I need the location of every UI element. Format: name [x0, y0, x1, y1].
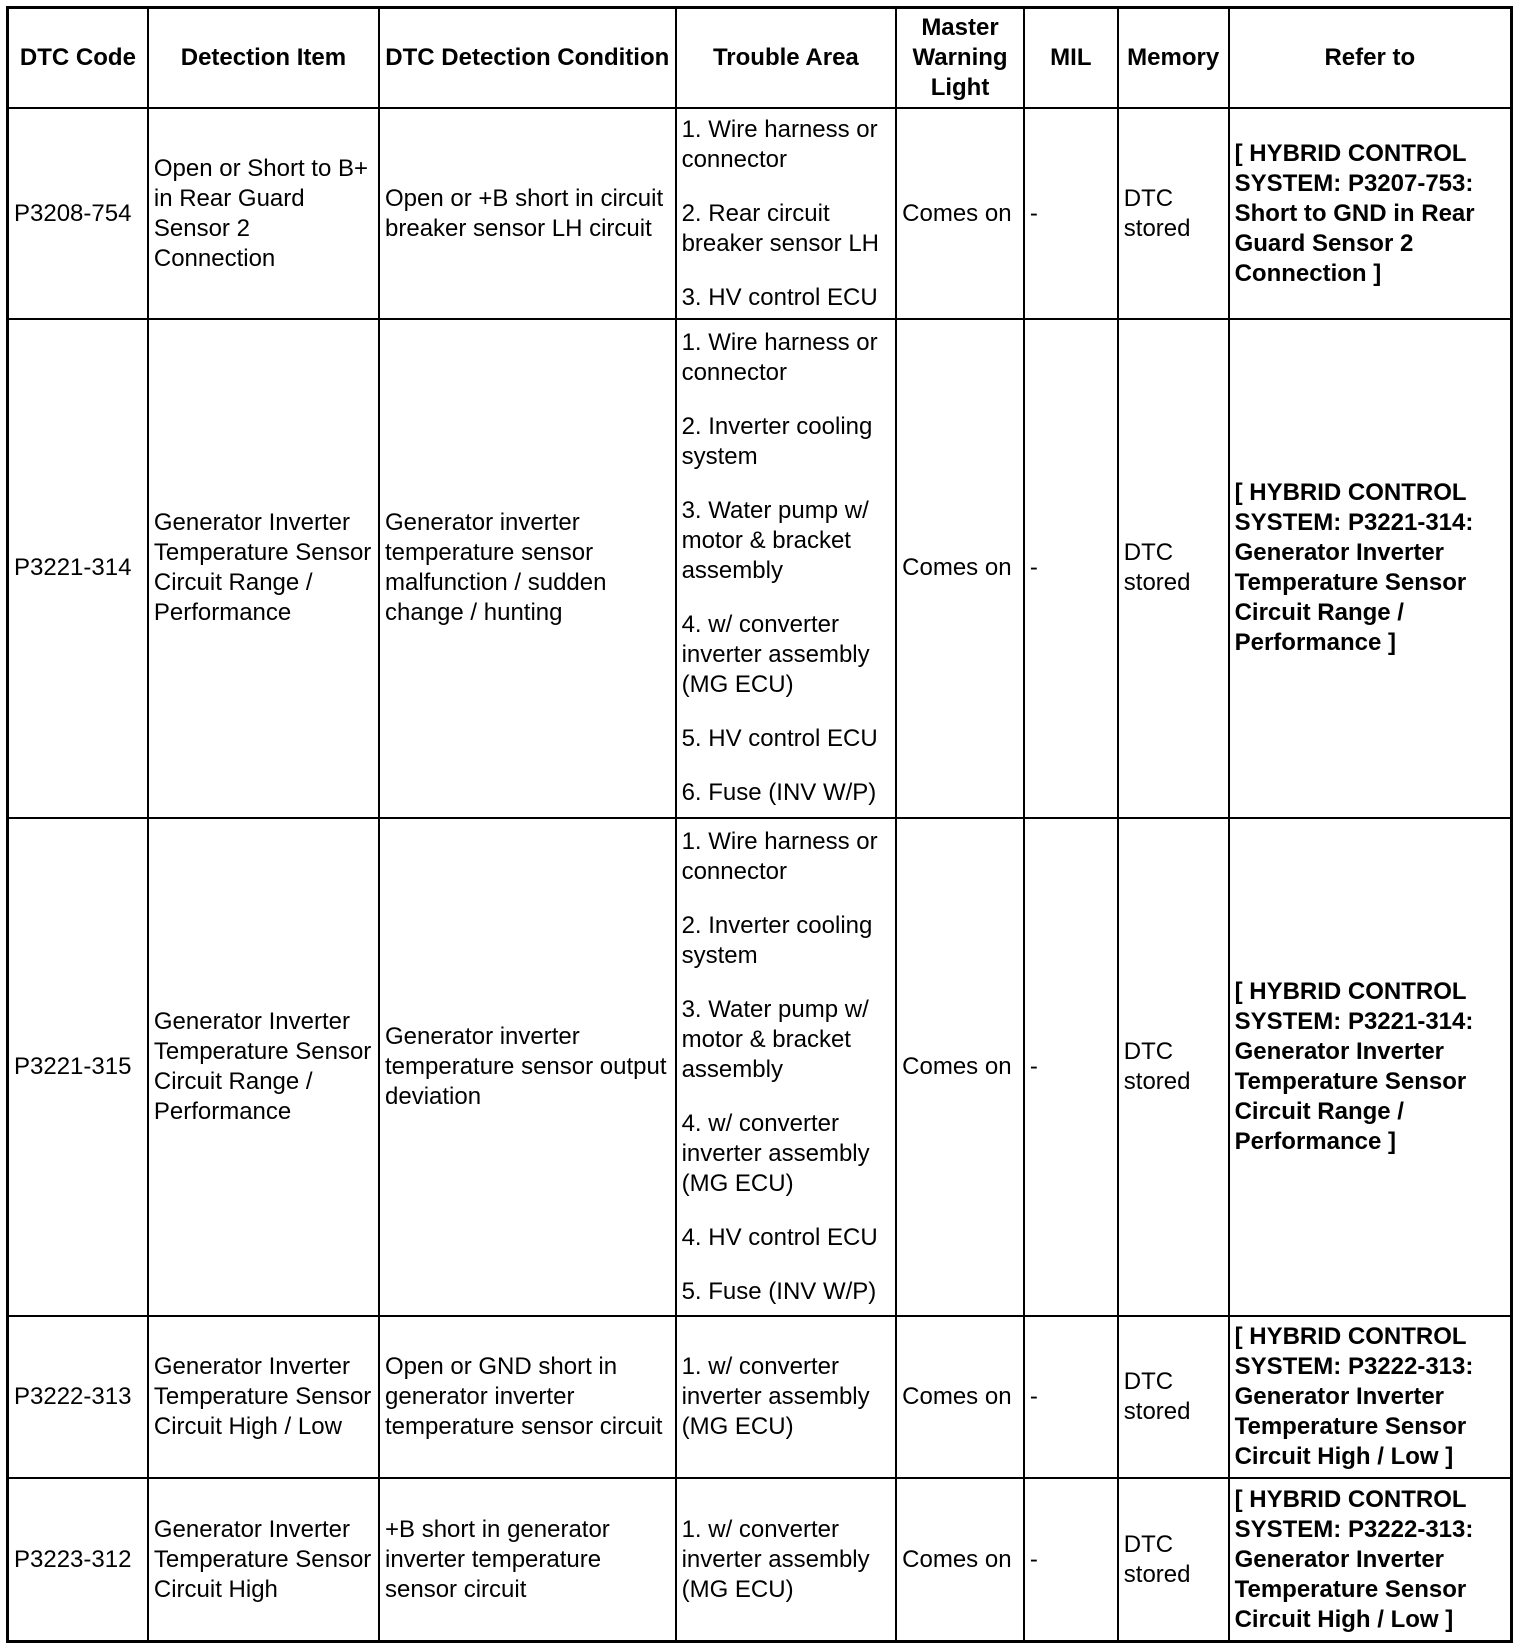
trouble-area-item: 6. Fuse (INV W/P) [681, 779, 877, 807]
memory-cell: DTC stored [1118, 1316, 1229, 1479]
header-dtc-code: DTC Code [8, 8, 148, 109]
table-row [8, 818, 1512, 1316]
header-row [8, 8, 1512, 109]
trouble-area-item: 3. HV control ECU [681, 283, 878, 311]
dtc-code-cell: P3222-313 [8, 1316, 148, 1479]
dtc-code-cell: P3208-754 [8, 108, 148, 319]
master-warning-cell: Comes on [896, 818, 1024, 1316]
trouble-area-item: 2. Inverter cooling system [681, 911, 873, 969]
refer-to-cell: [ HYBRID CONTROL SYSTEM: P3221-314: Generator Inverter Temperature Sensor Circuit Range / Performance ] [1229, 319, 1512, 817]
table-row [8, 1478, 1512, 1641]
mil-cell: - [1024, 1478, 1118, 1641]
trouble-area-item: 4. w/ converter inverter assembly (MG ECU) [681, 611, 870, 699]
memory-cell: DTC stored [1118, 1478, 1229, 1641]
refer-to-cell: [ HYBRID CONTROL SYSTEM: P3222-313: Generator Inverter Temperature Sensor Circuit High / Low ] [1229, 1316, 1512, 1479]
trouble-area-cell [676, 319, 897, 817]
trouble-area-list [682, 827, 891, 1307]
trouble-area-item: 4. w/ converter inverter assembly (MG ECU) [681, 1109, 870, 1197]
trouble-area-item: 1. w/ converter inverter assembly (MG ECU) [681, 1352, 870, 1440]
trouble-area-item: 3. Water pump w/ motor & bracket assembly [681, 995, 869, 1083]
header-master-warning: Master Warning Light [896, 8, 1024, 109]
trouble-area-cell [676, 1316, 897, 1479]
header-mil: MIL [1024, 8, 1118, 109]
mil-cell: - [1024, 818, 1118, 1316]
trouble-area-item: 1. Wire harness or connector [681, 115, 878, 173]
detection-condition-cell: +B short in generator inverter temperature sensor circuit [379, 1478, 676, 1641]
trouble-area-list [682, 1515, 891, 1605]
trouble-area-item: 5. Fuse (INV W/P) [681, 1277, 877, 1305]
header-detection-condition: DTC Detection Condition [379, 8, 676, 109]
trouble-area-item: 1. w/ converter inverter assembly (MG ECU) [681, 1515, 870, 1603]
detection-item-cell: Generator Inverter Temperature Sensor Circuit High / Low [148, 1316, 379, 1479]
refer-to-cell: [ HYBRID CONTROL SYSTEM: P3222-313: Generator Inverter Temperature Sensor Circuit High / Low ] [1229, 1478, 1512, 1641]
trouble-area-item: 3. Water pump w/ motor & bracket assembly [681, 497, 869, 585]
trouble-area-list [682, 328, 891, 808]
memory-cell: DTC stored [1118, 108, 1229, 319]
detection-condition-cell: Generator inverter temperature sensor output deviation [379, 818, 676, 1316]
master-warning-cell: Comes on [896, 108, 1024, 319]
header-refer-to: Refer to [1229, 8, 1512, 109]
trouble-area-item: 1. Wire harness or connector [681, 827, 878, 885]
detection-item-cell: Generator Inverter Temperature Sensor Circuit High [148, 1478, 379, 1641]
refer-to-cell: [ HYBRID CONTROL SYSTEM: P3207-753: Short to GND in Rear Guard Sensor 2 Connection ] [1229, 108, 1512, 319]
dtc-code-cell: P3221-314 [8, 319, 148, 817]
header-memory: Memory [1118, 8, 1229, 109]
refer-to-cell: [ HYBRID CONTROL SYSTEM: P3221-314: Generator Inverter Temperature Sensor Circuit Range / Performance ] [1229, 818, 1512, 1316]
trouble-area-item: 2. Inverter cooling system [681, 413, 873, 471]
header-detection-item: Detection Item [148, 8, 379, 109]
dtc-table [6, 6, 1513, 1643]
trouble-area-cell [676, 108, 897, 319]
mil-cell: - [1024, 1316, 1118, 1479]
detection-condition-cell: Open or +B short in circuit breaker sensor LH circuit [379, 108, 676, 319]
trouble-area-list [682, 1352, 891, 1442]
detection-item-cell: Generator Inverter Temperature Sensor Circuit Range / Performance [148, 319, 379, 817]
header-trouble-area: Trouble Area [676, 8, 897, 109]
master-warning-cell: Comes on [896, 1316, 1024, 1479]
detection-item-cell: Generator Inverter Temperature Sensor Circuit Range / Performance [148, 818, 379, 1316]
table-row [8, 1316, 1512, 1479]
mil-cell: - [1024, 108, 1118, 319]
memory-cell: DTC stored [1118, 818, 1229, 1316]
trouble-area-list [682, 115, 891, 313]
table-row [8, 108, 1512, 319]
detection-condition-cell: Open or GND short in generator inverter temperature sensor circuit [379, 1316, 676, 1479]
dtc-code-cell: P3223-312 [8, 1478, 148, 1641]
detection-condition-cell: Generator inverter temperature sensor malfunction / sudden change / hunting [379, 319, 676, 817]
detection-item-cell: Open or Short to B+ in Rear Guard Sensor 2 Connection [148, 108, 379, 319]
trouble-area-item: 4. HV control ECU [681, 1223, 878, 1251]
dtc-code-cell: P3221-315 [8, 818, 148, 1316]
table-row [8, 319, 1512, 817]
trouble-area-cell [676, 1478, 897, 1641]
master-warning-cell: Comes on [896, 319, 1024, 817]
trouble-area-item: 2. Rear circuit breaker sensor LH [681, 199, 880, 257]
trouble-area-item: 5. HV control ECU [681, 725, 878, 753]
master-warning-cell: Comes on [896, 1478, 1024, 1641]
trouble-area-item: 1. Wire harness or connector [681, 329, 878, 387]
memory-cell: DTC stored [1118, 319, 1229, 817]
trouble-area-cell [676, 818, 897, 1316]
mil-cell: - [1024, 319, 1118, 817]
